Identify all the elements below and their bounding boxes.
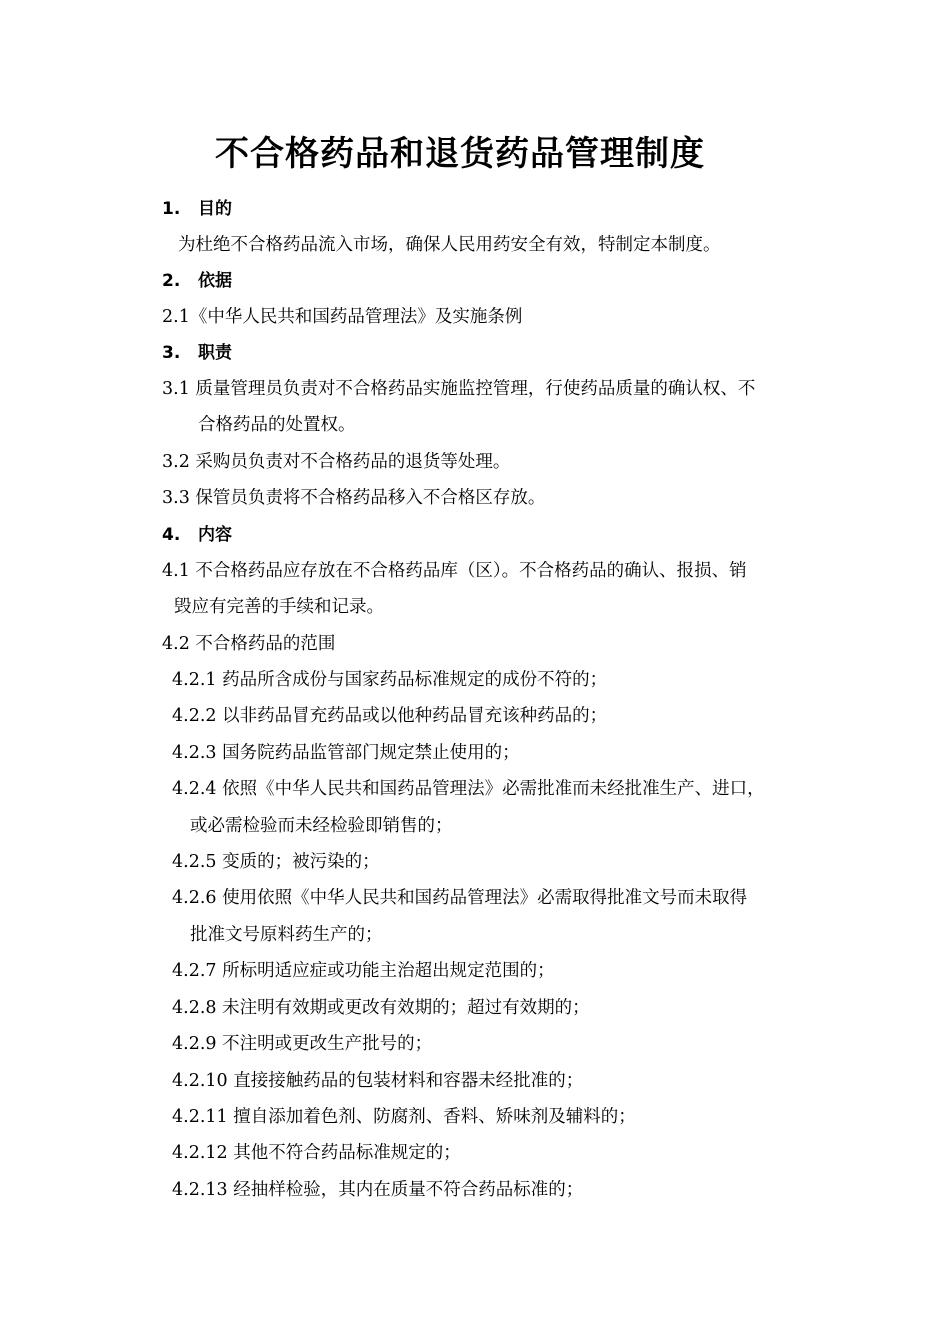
list-item: 4.2.8 未注明有效期或更改有效期的；超过有效期的； xyxy=(172,998,590,1018)
list-item: 4.2.6 使用依照《中华人民共和国药品管理法》必需取得批准文号而未取得 xyxy=(172,888,748,908)
list-item: 4.2.2 以非药品冒充药品或以他种药品冒充该种药品的； xyxy=(172,706,608,726)
list-item: 4.2.1 药品所含成份与国家药品标准规定的成份不符的； xyxy=(172,670,608,690)
list-item: 4.2 不合格药品的范围 xyxy=(162,634,336,654)
list-item: 4.2.9 不注明或更改生产批号的； xyxy=(172,1034,433,1054)
document-title: 不合格药品和退货药品管理制度 xyxy=(215,134,705,174)
section-title: 内容 xyxy=(198,525,232,545)
section-heading-2 xyxy=(162,268,232,294)
section-title: 目的 xyxy=(198,199,232,219)
list-item: 4.2.13 经抽样检验，其内在质量不符合药品标准的； xyxy=(172,1180,584,1200)
list-item: 4.2.12 其他不符合药品标准规定的； xyxy=(172,1143,461,1163)
list-item: 4.2.3 国务院药品监管部门规定禁止使用的； xyxy=(172,743,520,763)
list-item: 4.2.10 直接接触药品的包装材料和容器未经批准的； xyxy=(172,1071,584,1091)
list-item-continuation: 批准文号原料药生产的； xyxy=(190,925,383,945)
section-heading-3 xyxy=(162,340,232,366)
list-item: 3.1 质量管理员负责对不合格药品实施监控管理，行使药品质量的确认权、不 xyxy=(162,379,756,399)
list-item: 4.2.4 依照《中华人民共和国药品管理法》必需批准而未经批准生产、进口， xyxy=(172,779,765,799)
section-title: 职责 xyxy=(198,343,232,363)
list-item: 3.3 保管员负责将不合格药品移入不合格区存放。 xyxy=(162,488,546,508)
list-item: 3.2 采购员负责对不合格药品的退货等处理。 xyxy=(162,452,511,472)
section-number: 2. xyxy=(162,271,181,291)
section-number: 4. xyxy=(162,525,181,545)
section-heading-1 xyxy=(162,196,232,222)
section-number: 3. xyxy=(162,343,181,363)
section-number: 1. xyxy=(162,199,181,219)
section-title: 依据 xyxy=(198,271,232,291)
list-item: 4.1 不合格药品应存放在不合格药品库（区）。不合格药品的确认、报损、销 xyxy=(162,561,747,581)
list-item-continuation: 合格药品的处置权。 xyxy=(198,415,356,435)
list-item: 4.2.11 擅自添加着色剂、防腐剂、香料、矫味剂及辅料的； xyxy=(172,1107,636,1127)
list-item: 4.2.7 所标明适应症或功能主治超出规定范围的； xyxy=(172,961,555,981)
section-heading-4 xyxy=(162,522,232,548)
list-item: 4.2.5 变质的；被污染的； xyxy=(172,852,380,872)
section-1-text: 为杜绝不合格药品流入市场，确保人民用药安全有效，特制定本制度。 xyxy=(178,235,721,255)
list-item-continuation: 毁应有完善的手续和记录。 xyxy=(174,597,384,617)
list-item: 2.1《中华人民共和国药品管理法》及实施条例 xyxy=(162,307,523,327)
list-item-continuation: 或必需检验而未经检验即销售的； xyxy=(190,816,453,836)
